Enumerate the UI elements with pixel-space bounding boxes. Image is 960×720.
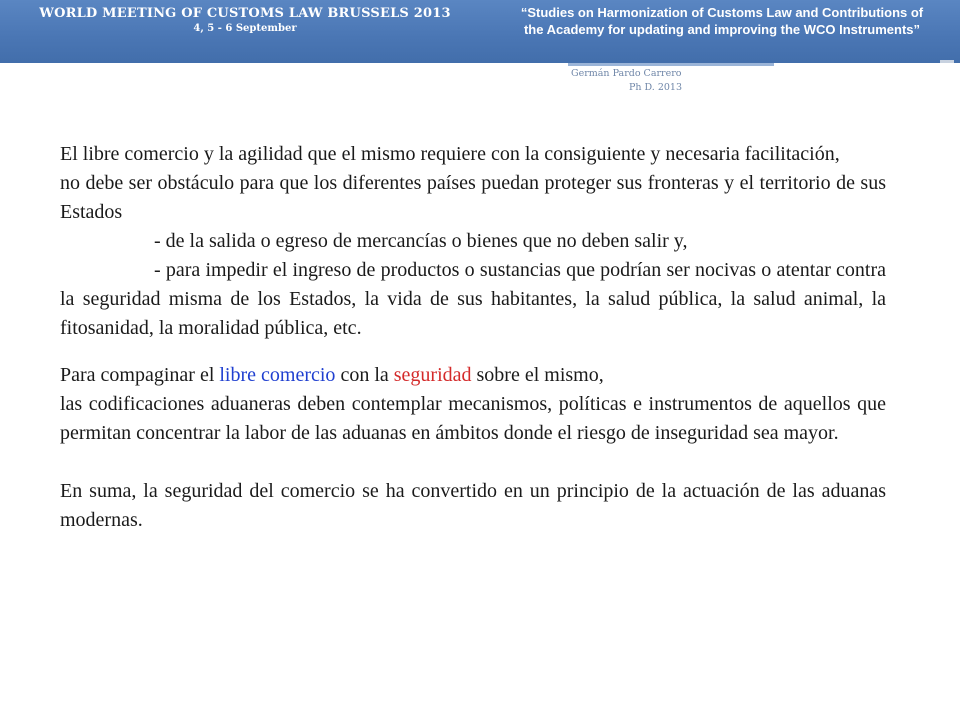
bullet-entry	[60, 256, 886, 343]
highlight-free-trade: libre comercio	[219, 364, 336, 386]
paragraph-conclusion: En suma, la seguridad del comercio se ha convertido en un principio de la actuación de las aduanas modernas.	[60, 480, 886, 531]
bullet-entry-rest: nocivas o atentar contra la seguridad misma de los Estados, la vida de sus habitantes, la salud pública, la salud animal, la fitosanidad, la moralidad pública, etc.	[60, 259, 887, 339]
paragraph-codifications: las codificaciones aduaneras deben contemplar mecanismos, políticas e instrumentos de aquellos que permitan concentrar la labor de las aduanas en ámbitos donde el riesgo de inseguridad sea mayor.	[60, 393, 886, 444]
slide-body	[60, 140, 886, 535]
reconcile-text-a: Para compaginar el	[60, 364, 220, 386]
header-bar	[0, 0, 960, 63]
paragraph-borders: no debe ser obstáculo para que los diferentes países puedan proteger sus fronteras y el territorio de sus Estados	[60, 172, 886, 223]
reconcile-text-b: con la	[335, 364, 394, 386]
presentation-subtitle	[492, 4, 952, 38]
conference-title: WORLD MEETING OF CUSTOMS LAW BRUSSELS 2013	[39, 6, 451, 21]
bullet-entry-start: - para impedir el ingreso de productos o sustancias que podrían ser	[154, 259, 690, 281]
reconcile-text-c: sobre el mismo,	[471, 364, 604, 386]
conference-block	[0, 0, 490, 63]
subtitle-line-2: the Academy for updating and improving the WCO Instruments”	[523, 22, 921, 37]
author-degree: Ph D. 2013	[629, 82, 683, 93]
author-block	[571, 67, 682, 95]
highlight-security: seguridad	[393, 364, 472, 386]
subtitle-underline	[568, 63, 774, 66]
paragraph-free-trade: El libre comercio y la agilidad que el mismo requiere con la consiguiente y necesaria facilitación,	[60, 143, 840, 165]
paragraph-reconcile	[60, 361, 886, 390]
bullet-exit: - de la salida o egreso de mercancías o bienes que no deben salir y,	[154, 230, 688, 252]
author-name: Germán Pardo Carrero	[571, 68, 682, 79]
conference-dates: 4, 5 - 6 September	[193, 23, 297, 34]
subtitle-line-1: “Studies on Harmonization of Customs Law and Contributions of	[520, 5, 924, 20]
corner-mark	[940, 60, 954, 63]
